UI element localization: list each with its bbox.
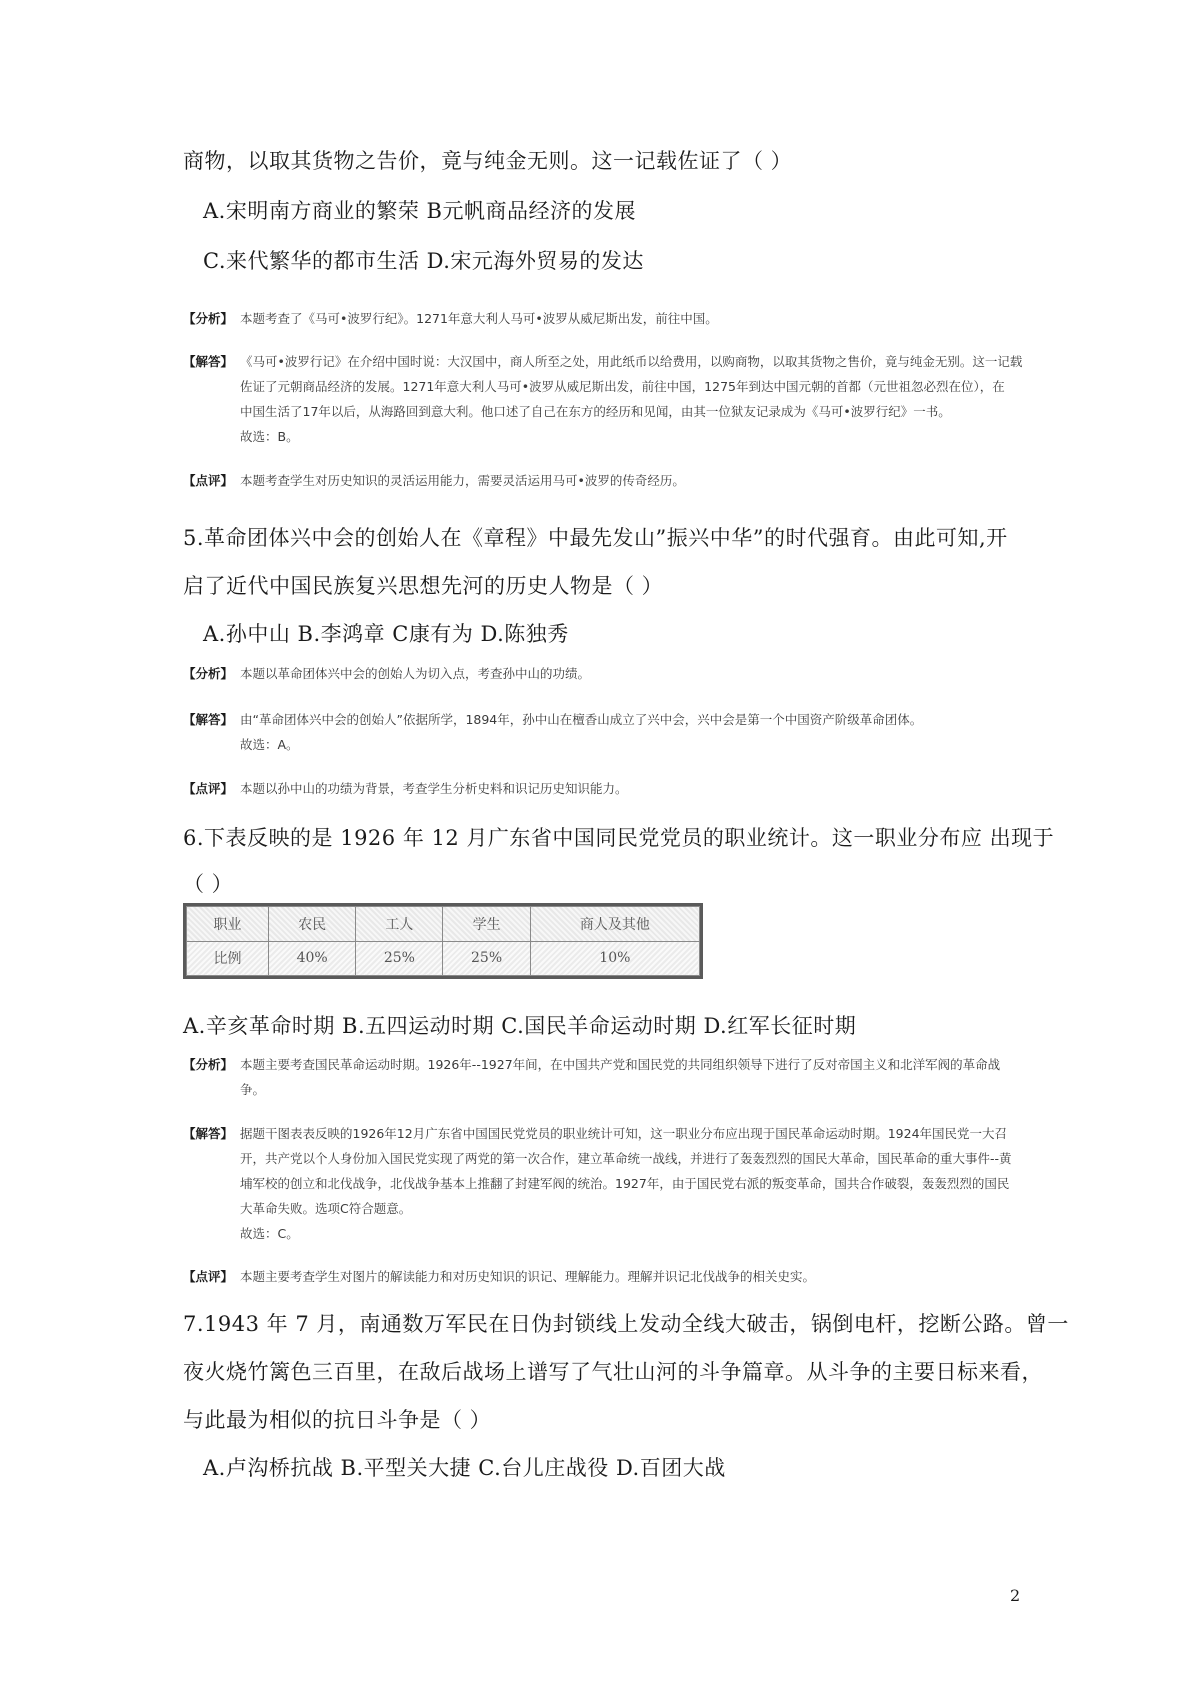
q7-stem-line1: 7.1943 年 7 月，南通数万军民在日伪封锁线上发动全线大破击，锅倒电杆，挖断公路。曾一 xyxy=(183,1312,1069,1336)
table-cell: 25% xyxy=(443,941,530,976)
q6-analysis-line: 本题主要考查国民革命运动时期。1926年--1927年间，在中国共产党和国民党的共同组织领导下进行了反对帝国主义和北洋军阀的革命战 xyxy=(240,1057,1001,1072)
q4-analysis: 本题考查了《马可•波罗行纪》。1271年意大利人马可•波罗从威尼斯出发，前往中国。 xyxy=(240,311,718,326)
q5-options: A.孙中山 B.李鸿章 C康有为 D.陈独秀 xyxy=(203,622,569,646)
q4-analysis-tag: 【分析】 xyxy=(183,311,234,326)
q4-comment-tag: 【点评】 xyxy=(183,473,234,488)
table-cell: 比例 xyxy=(187,941,269,976)
q6-answer-line: 故选：C。 xyxy=(240,1226,299,1241)
q6-comment: 本题主要考查学生对图片的解读能力和对历史知识的识记、理解能力。理解并识记北伐战争的相关史实。 xyxy=(240,1269,816,1284)
table-header-row xyxy=(187,907,700,942)
table-cell: 10% xyxy=(530,941,699,976)
q4-answer-tag: 【解答】 xyxy=(183,354,234,369)
q5-comment-tag: 【点评】 xyxy=(183,781,234,796)
q6-answer-line: 开，共产党以个人身份加入国民党实现了两党的第一次合作，建立革命统一战线，并进行了轰轰烈烈的国民大革命，国民革命的重大事件--黄 xyxy=(240,1151,1012,1166)
q5-answer-line: 故选：A。 xyxy=(240,737,299,752)
q6-stem-line2: （ ） xyxy=(183,872,234,896)
q5-stem-line2: 启了近代中国民族复兴思想先河的历史人物是（ ） xyxy=(183,574,664,598)
q6-analysis-line: 争。 xyxy=(240,1082,266,1097)
table-cell: 25% xyxy=(356,941,443,976)
q6-answer-line: 大革命失败。选项C符合题意。 xyxy=(240,1201,412,1216)
q6-answer-line: 埔军校的创立和北伐战争，北伐战争基本上推翻了封建军阀的统治。1927年，由于国民党右派的叛变革命，国共合作破裂，轰轰烈烈的国民 xyxy=(240,1176,1010,1191)
q6-answer-line: 据题干图表表反映的1926年12月广东省中国国民党党员的职业统计可知，这一职业分布应出现于国民革命运动时期。1924年国民党一大召 xyxy=(240,1126,1008,1141)
q5-analysis: 本题以革命团体兴中会的创始人为切入点，考查孙中山的功绩。 xyxy=(240,666,591,681)
q7-options: A.卢沟桥抗战 B.平型关大捷 C.台儿庄战役 D.百团大战 xyxy=(203,1456,726,1480)
q5-answer-line: 由“革命团体兴中会的创始人”依据所学，1894年，孙中山在檀香山成立了兴中会，兴中会是第一个中国资产阶级革命团体。 xyxy=(240,712,923,727)
table-cell: 职业 xyxy=(187,907,269,942)
q5-answer-tag: 【解答】 xyxy=(183,712,234,727)
page-number: 2 xyxy=(1010,1586,1021,1605)
table-row xyxy=(187,941,700,976)
q5-analysis-tag: 【分析】 xyxy=(183,666,234,681)
q4-answer-line: 故选：B。 xyxy=(240,429,299,444)
q7-stem-line2: 夜火烧竹篱色三百里，在敌后战场上谱写了气壮山河的斗争篇章。从斗争的主要日标来看， xyxy=(183,1360,1043,1384)
q7-stem-line3: 与此最为相似的抗日斗争是（ ） xyxy=(183,1408,492,1432)
q6-options: A.辛亥革命时期 B.五四运动时期 C.国民羊命运动时期 D.红军长征时期 xyxy=(183,1014,857,1038)
occupation-table xyxy=(183,903,703,979)
q6-comment-tag: 【点评】 xyxy=(183,1269,234,1284)
q4-options-line2: C.来代繁华的都市生活 D.宋元海外贸易的发达 xyxy=(203,249,644,273)
q4-answer-line: 佐证了元朝商品经济的发展。1271年意大利人马可•波罗从威尼斯出发，前往中国，1275年到达中国元朝的首都（元世祖忽必烈在位），在 xyxy=(240,379,1005,394)
q4-answer-line: 《马可•波罗行记》在介绍中国时说：大汉国中，商人所至之处，用此纸币以给费用，以购商物，以取其货物之售价，竟与纯金无别。这一记载 xyxy=(240,354,1023,369)
table-cell: 商人及其他 xyxy=(530,907,699,942)
table-cell: 40% xyxy=(269,941,356,976)
q6-answer-tag: 【解答】 xyxy=(183,1126,234,1141)
table-cell: 农民 xyxy=(269,907,356,942)
table-cell: 工人 xyxy=(356,907,443,942)
q5-stem-line1: 5.革命团体兴中会的创始人在《章程》中最先发山”振兴中华”的时代强育。由此可知,开 xyxy=(183,526,1008,550)
table-cell: 学生 xyxy=(443,907,530,942)
q5-comment: 本题以孙中山的功绩为背景，考查学生分析史料和识记历史知识能力。 xyxy=(240,781,628,796)
q4-answer-line: 中国生活了17年以后，从海路回到意大利。他口述了自己在东方的经历和见闻，由其一位狱友记录成为《马可•波罗行纪》一书。 xyxy=(240,404,951,419)
q4-comment: 本题考查学生对历史知识的灵活运用能力，需要灵活运用马可•波罗的传奇经历。 xyxy=(240,473,685,488)
q4-stem-tail: 商物，以取其货物之告价，竟与纯金无则。这一记载佐证了（ ） xyxy=(183,149,793,173)
q6-stem-line1: 6.下表反映的是 1926 年 12 月广东省中国同民党党员的职业统计。这一职业分布应 出现于 xyxy=(183,826,1055,850)
q6-analysis-tag: 【分析】 xyxy=(183,1057,234,1072)
q4-options-line1: A.宋明南方商业的繁荣 B元帆商品经济的发展 xyxy=(203,199,636,223)
